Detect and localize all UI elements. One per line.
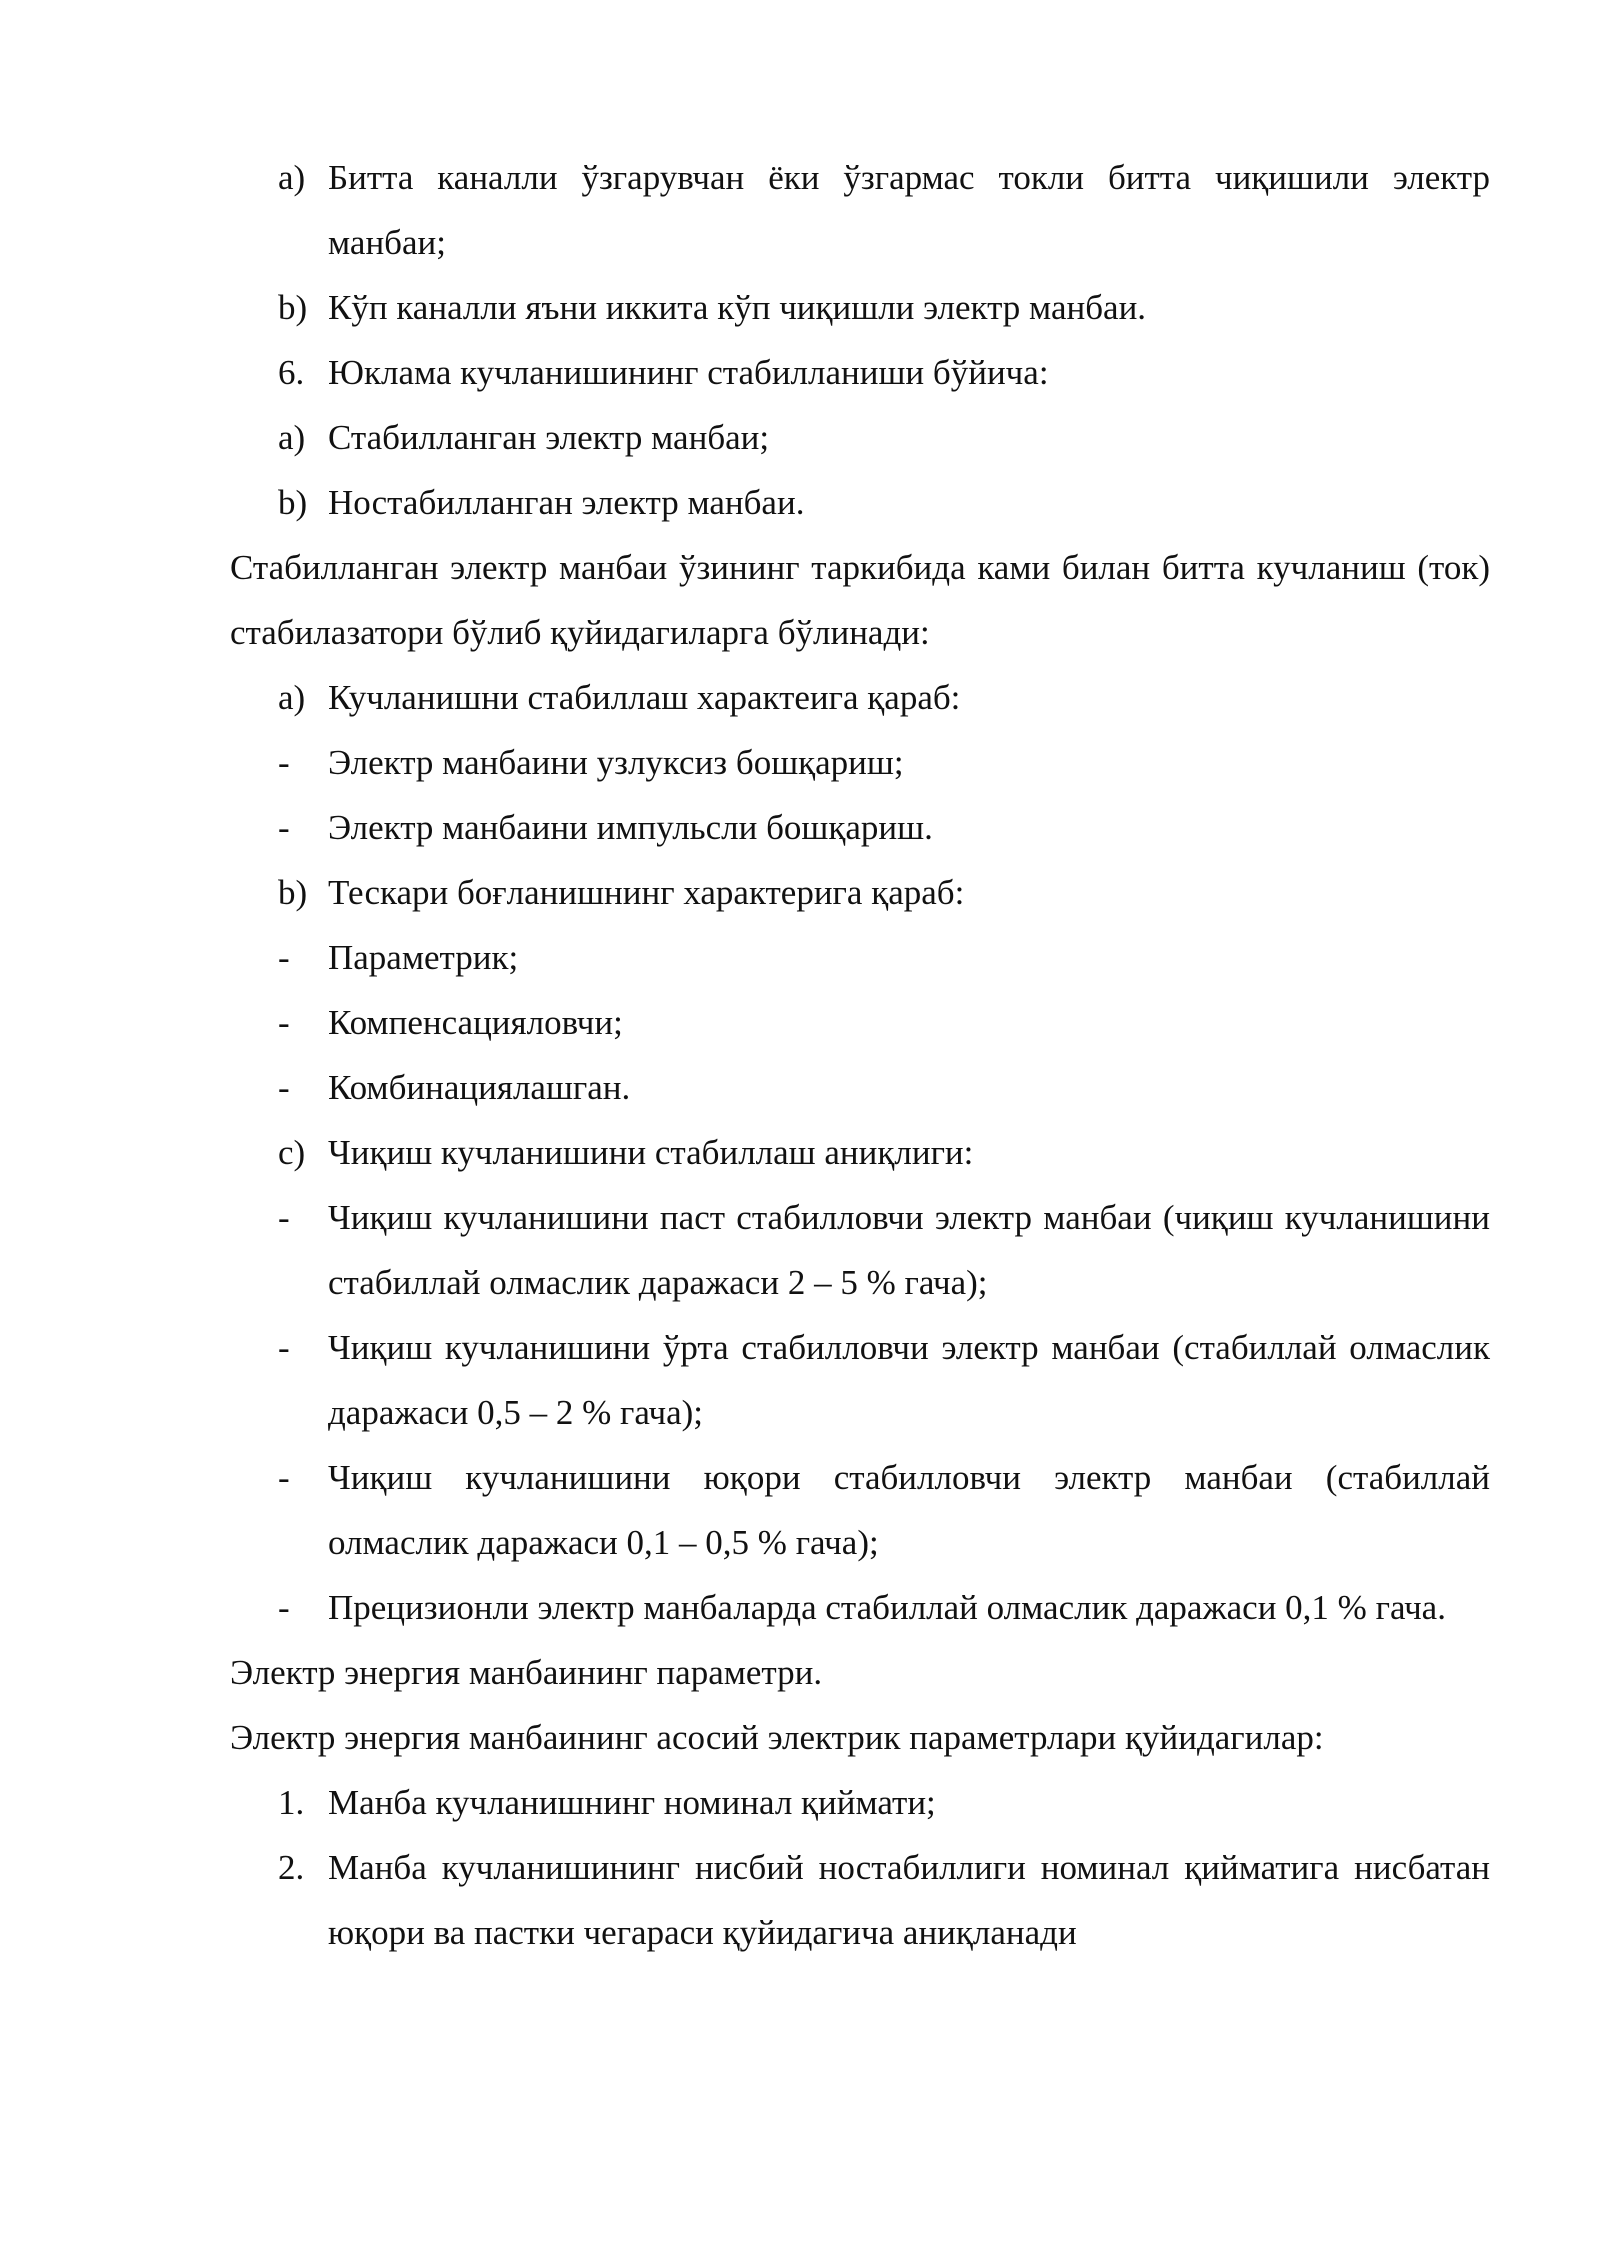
list-item-text: Чиқиш кучланишини паст стабилловчи электр манбаи (чиқиш кучланишини стабиллай олмаслик даражаси 2 – 5 % гача); xyxy=(328,1198,1490,1302)
list-item-text: Параметрик; xyxy=(328,938,519,977)
list-marker: - xyxy=(278,1328,290,1367)
paragraph: Электр энергия манбаининг параметри. xyxy=(230,1653,823,1692)
list-marker: b) xyxy=(278,288,308,327)
list-item-text: Битта каналли ўзгарувчан ёки ўзгармас токли битта чиқишили электр манбаи; xyxy=(328,158,1490,262)
list-item xyxy=(230,1055,1490,1120)
list-item-text: Манба кучланишнинг номинал қиймати; xyxy=(328,1783,936,1822)
list-item xyxy=(230,1120,1490,1185)
list-item-text: Кўп каналли яъни иккита кўп чиқишли электр манбаи. xyxy=(328,288,1147,327)
list-marker: - xyxy=(278,1588,290,1627)
list-marker: 6. xyxy=(278,353,305,392)
list-item xyxy=(230,1315,1490,1445)
list-item xyxy=(230,1835,1490,1965)
list-item-text: Электр манбаини узлуксиз бошқариш; xyxy=(328,743,904,782)
list-item-text: Манба кучланишининг нисбий ностабиллиги номинал қийматига нисбатан юқори ва пастки чегараси қуйидагича аниқланади xyxy=(328,1848,1490,1952)
list-marker: - xyxy=(278,743,290,782)
list-marker: - xyxy=(278,1003,290,1042)
list-item-text: Чиқиш кучланишини стабиллаш аниқлиги: xyxy=(328,1133,974,1172)
list-item xyxy=(230,795,1490,860)
list-marker: c) xyxy=(278,1133,306,1172)
list-marker: - xyxy=(278,938,290,977)
list-item xyxy=(230,730,1490,795)
list-marker: - xyxy=(278,808,290,847)
list-item xyxy=(230,1770,1490,1835)
list-marker: 1. xyxy=(278,1783,305,1822)
list-item xyxy=(230,925,1490,990)
list-item xyxy=(230,1445,1490,1575)
list-item xyxy=(230,990,1490,1055)
list-item-text: Ностабилланган электр манбаи. xyxy=(328,483,805,522)
list-item xyxy=(230,275,1490,340)
list-item xyxy=(230,860,1490,925)
list-item xyxy=(230,145,1490,275)
list-marker: - xyxy=(278,1458,290,1497)
list-item xyxy=(230,1185,1490,1315)
list-item-text: Кучланишни стабиллаш характеига қараб: xyxy=(328,678,961,717)
list-item-text: Электр манбаини импульсли бошқариш. xyxy=(328,808,933,847)
paragraph: Стабилланган электр манбаи ўзининг таркибида ками билан битта кучланиш (ток) стабилазатори бўлиб қуйидагиларга бўлинади: xyxy=(230,548,1490,652)
list-item xyxy=(230,470,1490,535)
list-item-text: Юклама кучланишининг стабилланиши бўйича: xyxy=(328,353,1049,392)
document-page xyxy=(230,145,1490,1965)
list-marker: b) xyxy=(278,873,308,912)
list-item-text: Комбинациялашган. xyxy=(328,1068,631,1107)
list-marker: a) xyxy=(278,158,306,197)
paragraph: Электр энергия манбаининг асосий электрик параметрлари қуйидагилар: xyxy=(230,1718,1324,1757)
list-item xyxy=(230,665,1490,730)
list-marker: a) xyxy=(278,418,306,457)
list-marker: b) xyxy=(278,483,308,522)
list-item-text: Компенсацияловчи; xyxy=(328,1003,623,1042)
list-item xyxy=(230,405,1490,470)
list-marker: 2. xyxy=(278,1848,305,1887)
list-item-text: Тескари боғланишнинг характерига қараб: xyxy=(328,873,965,912)
list-item-text: Стабилланган электр манбаи; xyxy=(328,418,770,457)
list-marker: a) xyxy=(278,678,306,717)
list-item xyxy=(230,340,1490,405)
list-item-text: Чиқиш кучланишини ўрта стабилловчи электр манбаи (стабиллай олмаслик даражаси 0,5 – 2 % гача); xyxy=(328,1328,1490,1432)
list-item-text: Чиқиш кучланишини юқори стабилловчи электр манбаи (стабиллай олмаслик даражаси 0,1 – 0,5 % гача); xyxy=(328,1458,1490,1562)
list-item xyxy=(230,1575,1490,1640)
list-item-text: Прецизионли электр манбаларда стабиллай олмаслик даражаси 0,1 % гача. xyxy=(328,1588,1446,1627)
list-marker: - xyxy=(278,1068,290,1107)
list-marker: - xyxy=(278,1198,290,1237)
